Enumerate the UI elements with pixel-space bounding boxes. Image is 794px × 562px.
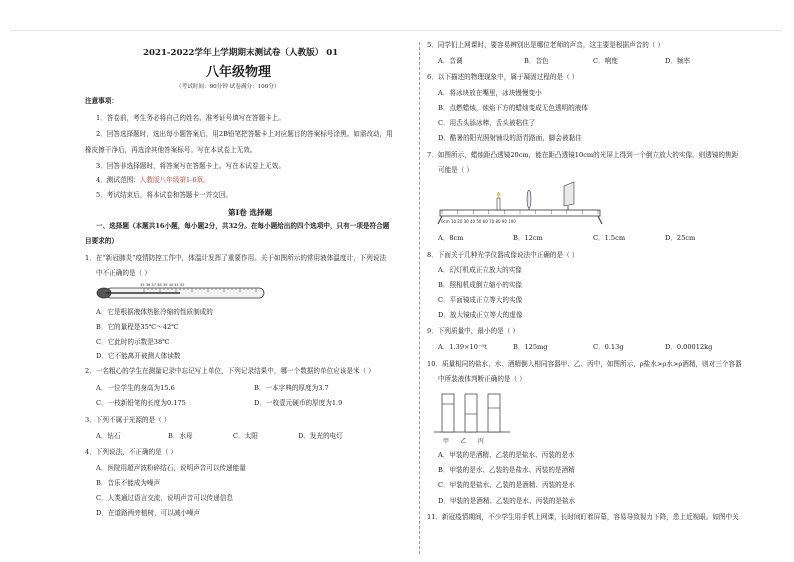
q9-stem: 9．下列质量中，最小的是（ ）	[427, 327, 520, 335]
q2-option-d: D．一枚壹元硬币的厚度为1.9	[254, 399, 343, 407]
q1-option-d: D．它不能离开被测人体读数	[96, 352, 181, 360]
q6-option-d: D．酷暑的阳光照射铺设的沥青路面，脚会被黏住	[438, 134, 582, 142]
q7-option-a: A．8cm	[438, 234, 464, 242]
note-5: 5．考试结束后，将本试卷和答题卡一并交回。	[96, 191, 233, 199]
q3-option-a: A．钻石	[96, 432, 121, 440]
q10-option-d: D．甲装的是酒精、乙装的是水、丙装的是盐水	[438, 497, 576, 505]
bench-scale-labels: 0cm 10 20 30 40 50 60 70 80 90 100	[441, 219, 516, 224]
exam-info: （考试时间：90分钟 试卷满分：100分）	[176, 84, 280, 90]
q8-stem: 8．下面关于几种光学仪器成像说法中正确的是（ ）	[427, 251, 579, 259]
section-instruction-b: 目要求的）	[85, 237, 118, 245]
top-rule	[10, 30, 782, 31]
q9-option-b: B．125mg	[513, 343, 548, 351]
q4-stem: 4．下列说法，不正确的是（ ）	[85, 448, 178, 456]
containers-figure	[432, 386, 512, 448]
q2-option-b: B．一本字典的厚度为3.7	[254, 384, 329, 392]
q10-option-a: A．甲装的是酒精、乙装的是盐水、丙装的是水	[438, 451, 575, 459]
q1-option-c: C．它此时的示数是38℃	[96, 338, 170, 346]
note-2a: 2．回答选择题时，选出每小题答案后，用2B铅笔把答题卡上对应题目的答案标号涂黑。如需改动，用	[96, 130, 393, 138]
q2-option-c: C．一枝新铅笔的长度为0.175	[96, 399, 186, 407]
column-divider	[419, 42, 420, 554]
q6-option-b: B．点燃蜡烛，烛焰下方的蜡烛变成无色透明的液体	[438, 104, 588, 112]
q9-option-a: A．1.39×10⁻⁵t	[438, 343, 487, 351]
q7-stem-b: 可能是（ ）	[438, 166, 474, 174]
section-title: 第Ⅰ卷 选择题	[228, 208, 273, 217]
q8-option-a: A．幻灯机成正立放大的实像	[438, 266, 522, 274]
container-labels: 甲 乙 丙	[443, 438, 484, 445]
thermometer-figure	[92, 282, 268, 304]
optical-bench-figure	[432, 178, 608, 226]
q2-stem: 2．一名粗心的学生在测量记录中忘记写上单位，下列记录结果中，哪一个数据的单位应该是米（ ）	[85, 367, 375, 375]
q10-stem-b: 中所装液体判断正确的是（ ）	[438, 375, 526, 383]
subject-title: 八年级物理	[206, 65, 272, 80]
q6-stem: 6．以下描述的物理现象中，属于凝固过程的是（ ）	[427, 73, 579, 81]
notes-heading: 注意事项：	[85, 97, 118, 105]
q1-stem-b: 中不正确的是（ ）	[96, 269, 151, 277]
q7-option-c: C．1.5cm	[593, 234, 626, 242]
q7-option-b: B．12cm	[513, 234, 543, 242]
q5-stem: 5．同学们上网课时，要容易辨别出是哪位老师的声音，这主要是根据声音的（ ）	[427, 41, 665, 49]
q10-stem-a: 10．质量相同的盐水、水、酒精倒入相同容器甲、乙、丙中，如图所示，ρ盐水>ρ水>ρ酒精，则对三个容器	[427, 360, 742, 368]
note-1: 1．答卷前，考生务必将自己的姓名、准考证号填写在答题卡上。	[96, 114, 285, 122]
q8-option-c: C．平面镜成正立等大的实像	[438, 296, 523, 304]
q1-stem-a: 1．在“新冠肺炎”疫情防控工作中，体温计发挥了重要作用。关于如图所示的常用液体温度计，下列说法	[85, 254, 387, 262]
q3-option-c: C．太阳	[233, 432, 258, 440]
q3-option-d: D．发光的电灯	[298, 432, 343, 440]
q10-option-c: C．甲装的是盐水、乙装的是酒精、丙装的是水	[438, 481, 575, 489]
q8-option-b: B．照相机成倒立缩小的实像	[438, 281, 522, 289]
q4-option-c: C．人类通过语言交流，说明声音可以传递信息	[96, 494, 233, 502]
q1-option-a: A．它是根据液体热胀冷缩的性质制成的	[96, 308, 213, 316]
q7-stem-a: 7．如图所示，蜡烛距凸透镜20cm，能在距凸透镜10cm的光屏上得到一个倒立放大的实像，则透镜的焦距	[427, 151, 739, 159]
note-2b: 橡皮擦干净后，再选涂其他答案标号。写在本试卷上无效。	[85, 146, 257, 154]
q7-option-d: D．25cm	[665, 234, 696, 242]
thermometer-scale-labels: 35 36 37 38 39 40 41 42	[140, 283, 185, 287]
exam-title: 2021-2022学年上学期期末测试卷（人教版） 01	[143, 48, 339, 58]
q4-option-d: D．在道路两旁植树，可以减小噪声	[96, 509, 201, 517]
q8-option-d: D．放大镜成正立等大的虚像	[438, 311, 523, 319]
q9-option-d: D．0.00012kg	[665, 343, 713, 351]
q5-option-c: C．响度	[593, 57, 618, 65]
q4-option-a: A．医院用超声波粉碎结石，说明声音可以传递能量	[96, 464, 246, 472]
section-instruction-a: 一、选择题（本题共16小题，每小题2分，共32分。在每小题给出的四个选项中，只有一项是符合题	[96, 222, 390, 230]
q5-option-d: D．频率	[665, 57, 691, 65]
q2-option-a: A．一位学生的身高为15.6	[96, 384, 175, 392]
note-4: 4．测试范围：人教版八年级第1-6章。	[96, 176, 210, 184]
note-3: 3．回答非选择题时，将答案写在答题卡上。写在本试卷上无效。	[96, 162, 285, 170]
q3-option-b: B．水母	[168, 432, 193, 440]
q4-option-b: B．音乐不能成为噪声	[96, 479, 161, 487]
q11-stem: 11．新冠疫情期间，不少学生用手机上网课，长时间盯着屏幕，容易导致视力下降，患上近视眼。如图中关	[427, 513, 739, 521]
q5-option-b: B．音色	[524, 57, 549, 65]
q6-option-c: C．用舌头舔冰棒，舌头被粘住了	[438, 119, 536, 127]
q1-option-b: B．它的量程是35℃～42℃	[96, 323, 179, 331]
q3-stem: 3．下列不属于光源的是（ ）	[85, 416, 171, 424]
q9-option-c: C．0.13g	[593, 343, 624, 351]
q6-option-a: A．将冰块放在嘴里，冰块慢慢变小	[438, 89, 542, 97]
q10-option-b: B．甲装的是水、乙装的是盐水、丙装的是酒精	[438, 466, 575, 474]
q5-option-a: A．音调	[438, 57, 463, 65]
